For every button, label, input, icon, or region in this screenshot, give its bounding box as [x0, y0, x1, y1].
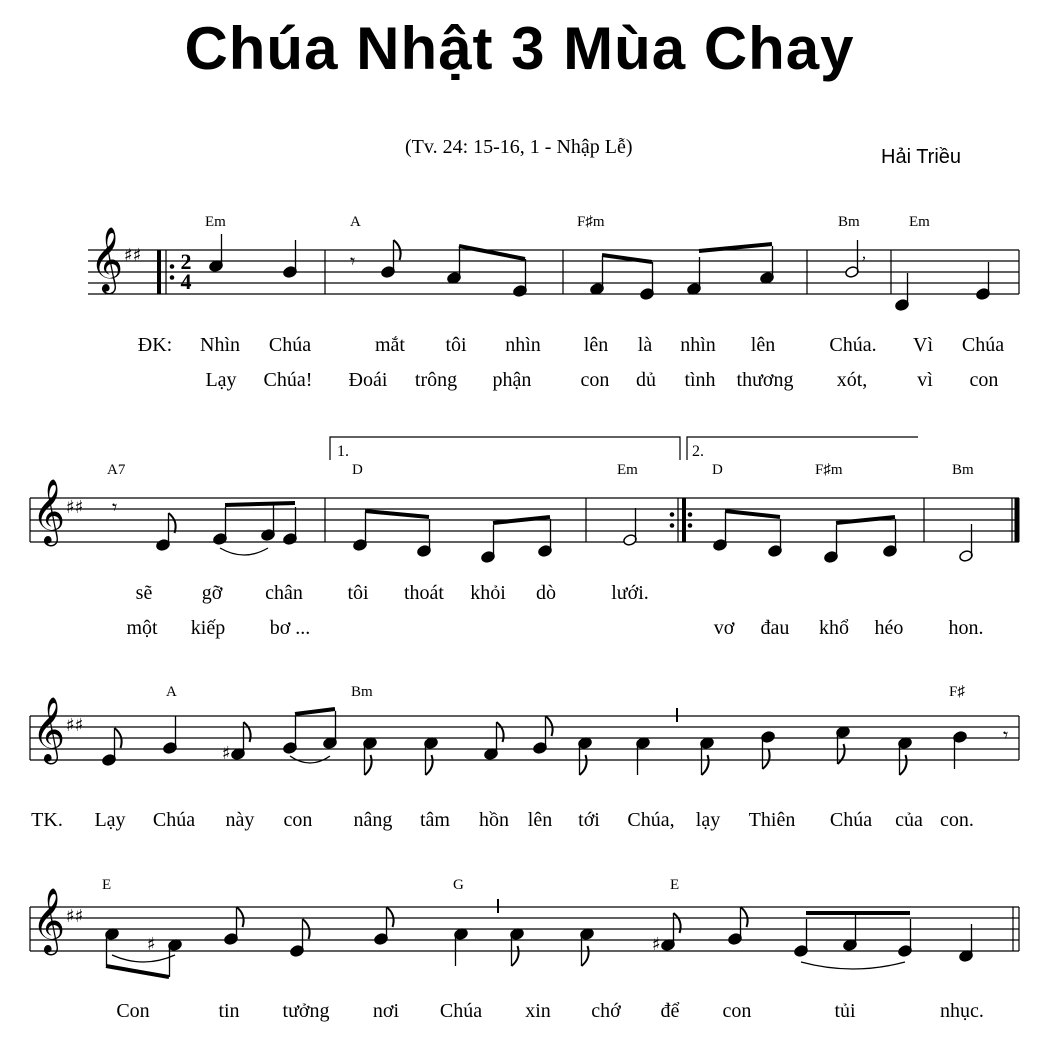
lyric-syllable: nơi — [372, 1000, 400, 1022]
treble-clef-icon: 𝄞 — [32, 697, 66, 762]
tie-slur — [801, 962, 905, 969]
note-flag — [546, 716, 553, 736]
lyric-syllable: Chúa — [268, 334, 312, 356]
chord-symbol: Bm — [838, 214, 860, 230]
repeat-dot — [670, 523, 675, 528]
composer-name: Hải Triều — [881, 146, 962, 168]
chord-symbol: A7 — [107, 462, 126, 478]
sharp-accidental-icon: ♯ — [222, 743, 231, 764]
key-signature: ♯♯ — [124, 245, 142, 266]
lyric-syllable: nhìn — [680, 334, 716, 356]
volta-ending-2: 2. — [692, 443, 704, 460]
lyric-syllable: lên — [750, 334, 776, 356]
time-signature-top: 2 — [180, 249, 192, 274]
tie-slur — [112, 955, 175, 962]
psalm-reference: (Tv. 24: 15-16, 1 - Nhập Lễ) — [405, 136, 633, 158]
key-signature: ♯♯ — [66, 715, 84, 736]
lyric-syllable: tôi — [445, 334, 467, 356]
note-flag — [387, 907, 394, 927]
lyric-syllable: Chúa! — [263, 369, 313, 391]
note-flag — [900, 755, 907, 775]
lyric-syllable: lạy — [695, 809, 721, 831]
chord-symbol: F♯ — [949, 684, 965, 700]
note-flag — [580, 755, 587, 775]
lyric-syllable: chân — [265, 582, 303, 604]
lyric-syllable: vì — [917, 369, 933, 391]
lyric-syllable: tình — [684, 369, 716, 391]
chord-symbol: Em — [617, 462, 638, 478]
chord-symbol: A — [350, 214, 361, 230]
lyric-syllable: con — [722, 1000, 752, 1022]
volta-bracket — [330, 437, 680, 460]
note-flag — [512, 946, 519, 966]
lyric-syllable: vơ — [713, 617, 735, 639]
lyric-syllable: lên — [527, 809, 553, 831]
volta-bracket — [687, 437, 918, 460]
lyric-syllable: khổ — [819, 617, 849, 639]
lyric-syllable: chớ — [591, 1000, 621, 1022]
note-beam — [106, 966, 169, 977]
lyric-syllable: con — [969, 369, 999, 391]
note-flag — [702, 755, 709, 775]
lyric-syllable: Thiên — [748, 809, 796, 831]
lyric-syllable: kiếp — [190, 617, 226, 639]
repeat-dot — [670, 512, 675, 517]
lyric-syllable: Chúa. — [829, 334, 877, 356]
eighth-rest-icon: 𝄾 — [1003, 723, 1009, 747]
lyric-syllable: Chúa — [961, 334, 1005, 356]
chord-symbol: A — [166, 684, 177, 700]
lyric-syllable: Chúa — [829, 809, 873, 831]
lyric-syllable: héo — [874, 617, 904, 639]
lyric-syllable: đau — [760, 617, 790, 639]
lyric-syllable: tôi — [347, 582, 369, 604]
note-flag — [582, 946, 589, 966]
lyric-syllable: con. — [940, 809, 974, 831]
repeat-dot — [688, 512, 693, 517]
lyric-syllable: trông — [414, 369, 458, 391]
repeat-dot — [170, 264, 175, 269]
note-beam — [225, 503, 295, 505]
song-title: Chúa Nhật 3 Mùa Chay — [184, 15, 855, 82]
sharp-accidental-icon: ♯ — [652, 934, 661, 955]
tie-slur — [220, 548, 268, 555]
lyric-syllable: gỡ — [201, 582, 223, 604]
lyric-syllable: lưới. — [611, 582, 649, 604]
lyric-syllable: nâng — [353, 809, 393, 831]
note-beam — [459, 246, 525, 259]
lyric-syllable: dủ — [636, 369, 656, 391]
lyric-syllable: để — [660, 1000, 680, 1022]
lyric-syllable: Lạy — [205, 369, 237, 391]
note-flag — [426, 755, 433, 775]
chord-symbol: Bm — [351, 684, 373, 700]
treble-clef-icon: 𝄞 — [32, 888, 66, 953]
lyric-syllable: Chúa — [152, 809, 196, 831]
chord-symbol: E — [102, 877, 112, 893]
sharp-accidental-icon: ♯ — [147, 934, 156, 955]
note-flag — [741, 907, 748, 927]
repeat-dot — [170, 275, 175, 280]
lyric-syllable: con — [580, 369, 610, 391]
chord-symbol: G — [453, 877, 464, 893]
lyric-syllable: con — [283, 809, 313, 831]
chord-symbol: F♯m — [815, 462, 843, 478]
lyric-syllable: này — [225, 809, 255, 831]
lyric-syllable: sẽ — [135, 582, 153, 604]
lyric-syllable: Con — [116, 1000, 150, 1022]
lyric-syllable: tủi — [834, 1000, 856, 1022]
lyric-syllable: Vì — [913, 334, 933, 356]
chord-symbol: D — [712, 462, 723, 478]
lyric-syllable: Chúa, — [627, 809, 675, 831]
repeat-dot — [688, 523, 693, 528]
lyric-syllable: lên — [583, 334, 609, 356]
note-flag — [169, 513, 176, 533]
note-flag — [365, 755, 372, 775]
lyric-syllable: Chúa — [439, 1000, 483, 1022]
key-signature: ♯♯ — [66, 497, 84, 518]
lyric-syllable: hon. — [948, 617, 984, 639]
note-flag — [838, 744, 845, 764]
lyric-syllable: nhục. — [940, 1000, 984, 1022]
lyric-syllable: bơ ... — [269, 617, 311, 639]
lyric-syllable: TK. — [31, 809, 63, 831]
chord-symbol: F♯m — [577, 214, 605, 230]
treble-clef-icon: 𝄞 — [90, 227, 124, 292]
lyric-syllable: tới — [578, 809, 600, 831]
chord-symbol: D — [352, 462, 363, 478]
lyric-syllable: tâm — [420, 809, 450, 831]
eighth-rest-icon: 𝄾 — [350, 249, 356, 273]
note-beam — [725, 511, 780, 517]
lyric-syllable: hồn — [479, 809, 509, 831]
lyric-syllable: mắt — [375, 334, 405, 356]
lyric-syllable: phận — [492, 369, 532, 391]
note-flag — [674, 913, 681, 933]
lyric-syllable: khỏi — [470, 582, 506, 604]
chord-symbol: Em — [909, 214, 930, 230]
lyric-syllable: xót, — [836, 369, 868, 391]
lyric-syllable: nhìn — [505, 334, 541, 356]
lyric-syllable: Đoái — [348, 369, 388, 391]
treble-clef-icon: 𝄞 — [32, 479, 66, 544]
lyric-syllable: là — [637, 334, 653, 356]
note-flag — [237, 907, 244, 927]
chord-symbol: Em — [205, 214, 226, 230]
note-flag — [763, 749, 770, 769]
note-beam — [295, 709, 335, 714]
lyric-syllable: dò — [536, 582, 556, 604]
chord-symbol: Bm — [952, 462, 974, 478]
lyric-syllable: ĐK: — [137, 334, 173, 356]
lyric-syllable: Lạy — [94, 809, 126, 831]
lyric-syllable: xin — [525, 1000, 551, 1022]
note-flag — [244, 722, 251, 742]
note-beam — [365, 511, 429, 517]
lyric-syllable: của — [895, 809, 923, 831]
volta-ending-1: 1. — [337, 443, 349, 460]
time-signature — [176, 249, 196, 294]
key-signature: ♯♯ — [66, 906, 84, 927]
lyric-syllable: thương — [736, 369, 794, 391]
chord-symbol: E — [670, 877, 680, 893]
lyric-syllable: tưởng — [282, 1000, 330, 1022]
breath-comma: , — [862, 245, 866, 262]
lyric-syllable: thoát — [404, 582, 444, 604]
lyric-syllable: tin — [218, 1000, 240, 1022]
lyric-syllable: một — [126, 617, 158, 639]
time-signature-bottom: 4 — [180, 269, 192, 294]
note-flag — [497, 722, 504, 742]
eighth-rest-icon: 𝄾 — [112, 495, 118, 519]
lyric-syllable: Nhìn — [200, 334, 240, 356]
